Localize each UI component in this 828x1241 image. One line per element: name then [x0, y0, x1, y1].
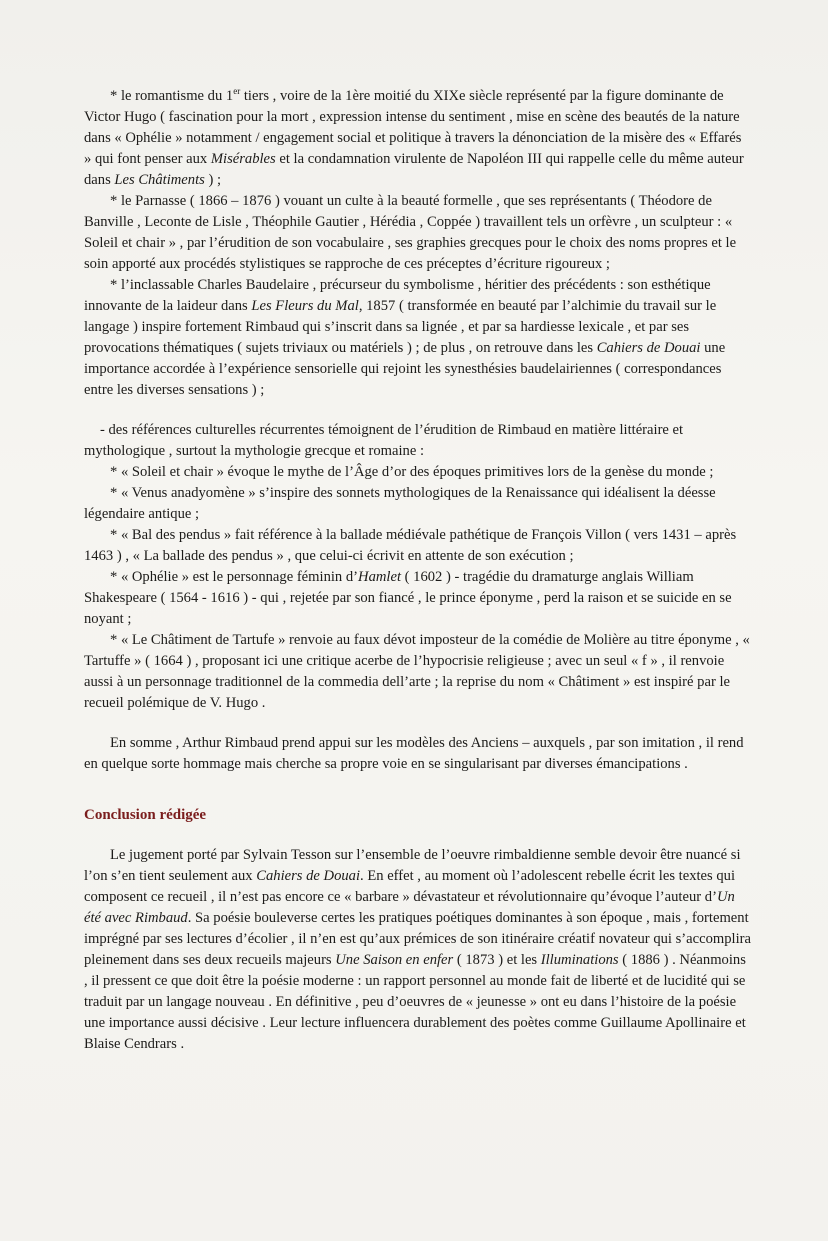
references-intro-paragraph: - des références culturelles récurrentes témoignent de l’érudition de Rimbaud en matière littéraire et mythologique , surtout la mythologie grecque et romaine : [84, 422, 684, 459]
text-run: ( 1886 ) . Néanmoins , il pressent ce que doit être la poésie moderne : un rapport personnel au monde fait de liberté et de lucidité qui se traduit par un langage nouveau . En définitive , peu d’oeuvres de « jeunesse » ont eu dans l’histoire de la poésie une importance aussi décisive . Leur lecture influencera durablement des poètes comme Guillaume Apollinaire et Blaise Cendrars . [84, 952, 746, 1052]
bal-des-pendus-paragraph: * « Bal des pendus » fait référence à la ballade médiévale pathétique de François Villon ( vers 1431 – après 1463 ) , « La ballade des pendus » , que celui-ci écrivit en attente de son exécution ; [84, 527, 737, 564]
text-run: . Sa poésie bouleverse certes les pratiques poétiques dominantes à son époque , mais , fortement imprégné par ses lectures d’écolier , il n’en est qu’aux prémices de son itinéraire créatif novateur qui s’accomplira pleinement dans ses deux recueils majeurs [84, 910, 751, 968]
baudelaire-paragraph [84, 275, 752, 401]
text-run: tiers , voire de la 1ère moitié du XIXe siècle représenté par la figure dominante de Victor Hugo ( fascination pour la mort , expression intense du sentiment , mise en scène des beautés de la nature dans « Ophélie » notamment / engagement social et politique à travers la dénonciation de la misère des « Effarés » qui font penser aux [84, 88, 742, 167]
tartufe-paragraph: * « Le Châtiment de Tartufe » renvoie au faux dévot imposteur de la comédie de Molière au titre éponyme , « Tartuffe » ( 1664 ) , proposant ici une critique acerbe de l’hypocrisie religieuse ; avec un seul « f » , il renvoie aussi à un personnage traditionnel de la commedia dell’arte ; la reprise du nom « Châtiment » est inspiré par le recueil polémique de V. Hugo . [84, 632, 750, 711]
parnasse-paragraph: * le Parnasse ( 1866 – 1876 ) vouant un culte à la beauté formelle , que ses représentants ( Théodore de Banville , Leconte de Lisle , Théophile Gautier , Hérédia , Coppée ) travaillent tels un orfèvre , un sculpteur : « Soleil et chair » , par l’érudition de son vocabulaire , ses graphies grecques pour le choix des noms propres et le soin apporté aux procédés stylistiques se rapproche de ces préceptes d’écriture rigoureux ; [84, 193, 737, 272]
summary-paragraph: En somme , Arthur Rimbaud prend appui sur les modèles des Anciens – auxquels , par son imitation , il rend en quelque sorte hommage mais cherche sa propre voie en se singularisant par diverses émancipations . [84, 735, 744, 772]
conclusion-paragraph [84, 845, 752, 1055]
document-body [84, 86, 752, 1055]
italic-title: Une Saison en enfer [335, 952, 454, 968]
italic-title: Les Châtiments [114, 172, 205, 188]
italic-title: Un été avec Rimbaud [84, 889, 735, 926]
text-run: ) ; [204, 172, 222, 188]
text-run: Le jugement porté par Sylvain Tesson sur l’ensemble de l’oeuvre rimbaldienne semble devoir être nuancé si l’on s’en tient seulement aux [84, 847, 741, 884]
conclusion-heading: Conclusion rédigée [84, 807, 207, 823]
text-run: et la condamnation virulente de Napoléon III qui rappelle celle du même auteur dans [84, 151, 744, 188]
venus-paragraph: * « Venus anadyomène » s’inspire des sonnets mythologiques de la Renaissance qui idéalisent la déesse légendaire antique ; [84, 485, 716, 522]
superscript: er [233, 86, 241, 97]
text-run: ( 1602 ) - tragédie du dramaturge anglais William Shakespeare ( 1564 - 1616 ) - qui , rejetée par son fiancé , le prince éponyme , perd la raison et se suicide en se noyant ; [84, 569, 732, 627]
italic-title: Hamlet [358, 569, 401, 585]
text-run: * l’inclassable Charles Baudelaire , précurseur du symbolisme , héritier des précédents : son esthétique innovante de la laideur dans [84, 277, 711, 314]
romantisme-paragraph [84, 86, 752, 191]
text-run: * « Ophélie » est le personnage féminin d’ [110, 569, 359, 585]
text-run: une importance accordée à l’expérience sensorielle qui rejoint les synesthésies baudelairiennes ( correspondances entre les diverses sensations ) ; [84, 340, 726, 398]
text-run: , 1857 ( transformée en beauté par l’alchimie du travail sur le langage ) inspire fortement Rimbaud qui s’inscrit dans sa lignée , et par sa hardiesse lexicale , et par ses provocations thématiques ( sujets triviaux ou matériels ) ; de plus , on retrouve dans les [84, 298, 717, 356]
italic-title: Cahiers de Douai [256, 868, 361, 884]
italic-title: Les Fleurs du Mal [251, 298, 359, 314]
ophelie-paragraph [84, 567, 752, 630]
italic-title: Misérables [210, 151, 276, 167]
italic-title: Illuminations [540, 952, 619, 968]
text-run: . En effet , au moment où l’adolescent rebelle écrit les textes qui composent ce recueil , il n’est pas encore ce « barbare » dévastateur et révolutionnaire qu’évoque l’auteur d’ [84, 868, 736, 905]
soleil-et-chair-paragraph: * « Soleil et chair » évoque le mythe de l’Âge d’or des époques primitives lors de la genèse du monde ; [110, 464, 714, 480]
text-run: ( 1873 ) et les [453, 952, 541, 968]
text-run: * le romantisme du 1 [110, 88, 234, 104]
italic-title: Cahiers de Douai [596, 340, 701, 356]
